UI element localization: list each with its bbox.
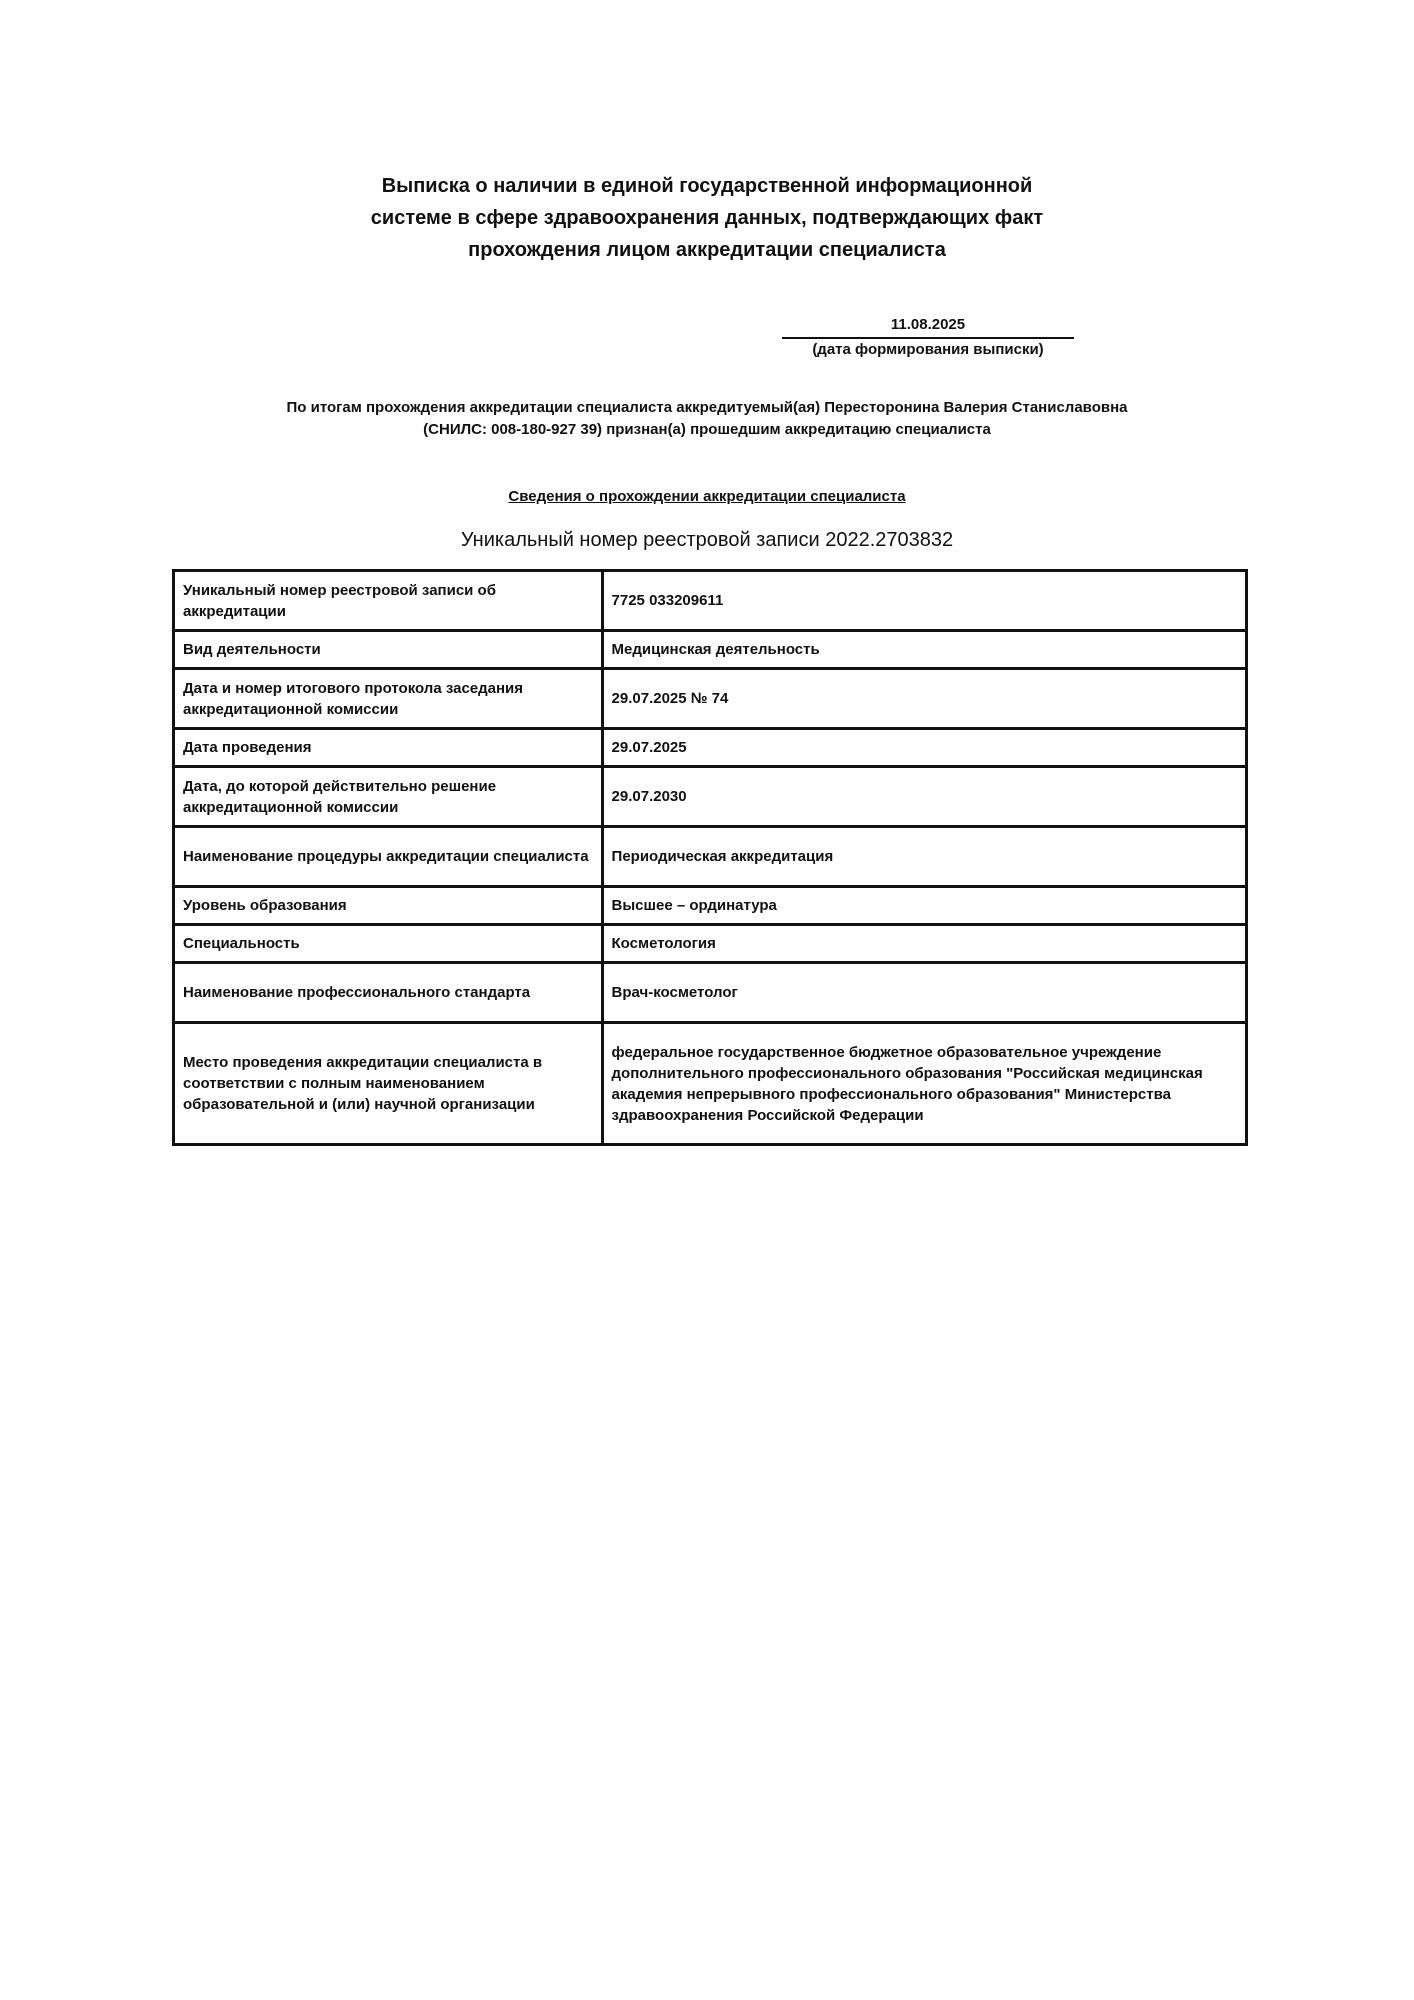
row-label: Специальность bbox=[174, 925, 603, 963]
row-label: Уровень образования bbox=[174, 887, 603, 925]
intro-line: По итогам прохождения аккредитации специалиста аккредитуемый(ая) Пересторонина Валерия Станиславовна bbox=[286, 399, 1128, 416]
table-row bbox=[174, 1023, 1247, 1145]
table-row bbox=[174, 767, 1247, 827]
row-value: Косметология bbox=[602, 925, 1246, 963]
issue-date-block bbox=[782, 314, 1074, 361]
row-value: 29.07.2030 bbox=[602, 767, 1246, 827]
section-heading: Сведения о прохождении аккредитации специалиста bbox=[508, 488, 906, 505]
document-title-line: прохождения лицом аккредитации специалиста bbox=[468, 239, 946, 261]
registry-number: Уникальный номер реестровой записи 2022.2703832 bbox=[460, 529, 954, 551]
row-value: Врач-косметолог bbox=[602, 963, 1246, 1023]
row-label: Вид деятельности bbox=[174, 631, 603, 669]
row-label: Наименование процедуры аккредитации специалиста bbox=[174, 827, 603, 887]
table-row bbox=[174, 729, 1247, 767]
accreditation-table bbox=[172, 569, 1248, 1146]
row-value: Медицинская деятельность bbox=[602, 631, 1246, 669]
table-row bbox=[174, 827, 1247, 887]
table-row bbox=[174, 631, 1247, 669]
table-row bbox=[174, 925, 1247, 963]
intro-paragraph bbox=[160, 397, 1254, 441]
row-label: Наименование профессионального стандарта bbox=[174, 963, 603, 1023]
row-label: Уникальный номер реестровой записи об аккредитации bbox=[174, 571, 603, 631]
row-label: Дата, до которой действительно решение аккредитационной комиссии bbox=[174, 767, 603, 827]
document-title-line: системе в сфере здравоохранения данных, подтверждающих факт bbox=[370, 207, 1044, 229]
table-row bbox=[174, 963, 1247, 1023]
document-title bbox=[260, 170, 1154, 266]
row-value: Периодическая аккредитация bbox=[602, 827, 1246, 887]
row-value: Высшее – ординатура bbox=[602, 887, 1246, 925]
intro-line: (СНИЛС: 008-180-927 39) признан(а) прошедшим аккредитацию специалиста bbox=[423, 421, 991, 438]
issue-date: 11.08.2025 bbox=[782, 314, 1074, 339]
row-value: федеральное государственное бюджетное образовательное учреждение дополнительного профессионального образования "Российская медицинская академия непрерывного профессионального образования" Министерства здравоохранения Российской Федерации bbox=[602, 1023, 1246, 1145]
table-row bbox=[174, 887, 1247, 925]
row-value: 29.07.2025 № 74 bbox=[602, 669, 1246, 729]
row-value: 29.07.2025 bbox=[602, 729, 1246, 767]
row-value: 7725 033209611 bbox=[602, 571, 1246, 631]
row-label: Дата проведения bbox=[174, 729, 603, 767]
row-label: Место проведения аккредитации специалиста в соответствии с полным наименованием образовательной и (или) научной организации bbox=[174, 1023, 603, 1145]
table-row bbox=[174, 669, 1247, 729]
document-title-line: Выписка о наличии в единой государственной информационной bbox=[381, 175, 1033, 197]
issue-date-caption: (дата формирования выписки) bbox=[812, 341, 1044, 358]
table-row bbox=[174, 571, 1247, 631]
row-label: Дата и номер итогового протокола заседания аккредитационной комиссии bbox=[174, 669, 603, 729]
